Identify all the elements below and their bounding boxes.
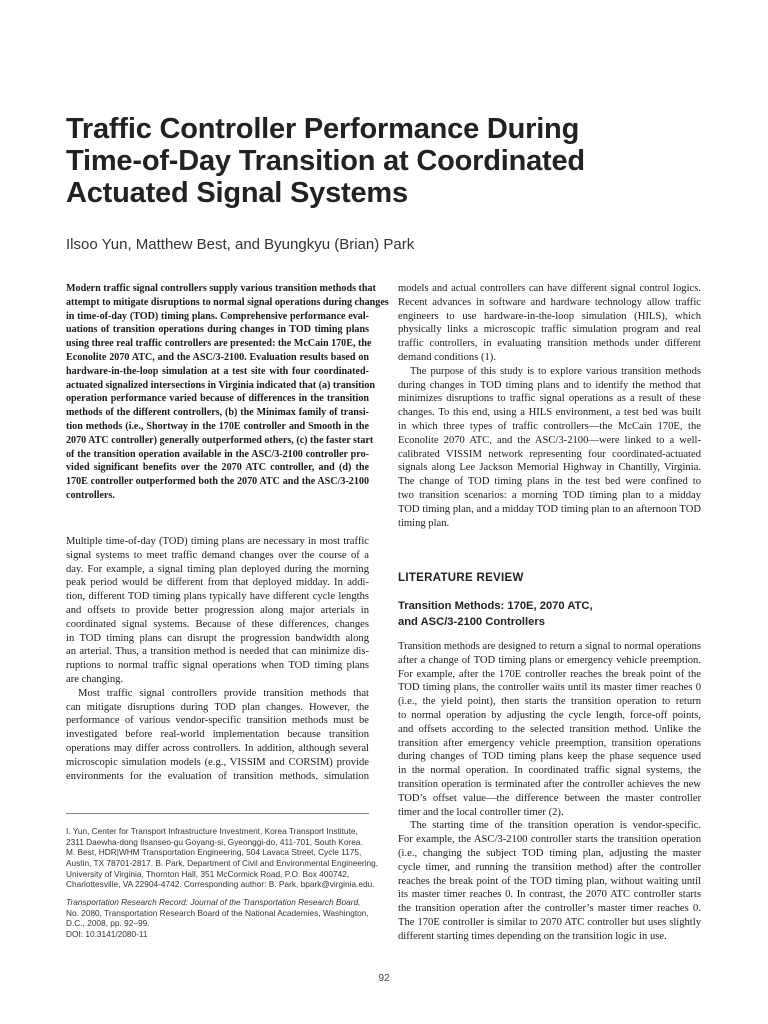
body-line: Multiple time-of-day (TOD) timing plans are necessary in most traffic (66, 536, 369, 547)
citation-line: D.C., 2008, pp. 92–99. (66, 918, 150, 929)
body-line: timing plan. (398, 517, 450, 529)
body-line: For example, after the 170E controller reaches the break point of the (398, 668, 701, 680)
abstract-line: Econolite 2070 ATC, and the ASC/3-2100. Evaluation results based on (66, 351, 369, 363)
body-line: calibrated VISSIM network representing four coordinated-actuated (398, 448, 701, 460)
footnote-line: University of Virginia, Thornton Hall, 351 McCormick Road, P.O. Box 400742, (66, 868, 350, 879)
body-line: different starting times depending on the transition logic in use. (398, 930, 667, 942)
author-list: Ilsoo Yun, Matthew Best, and Byungkyu (Brian) Park (66, 236, 415, 253)
body-line: engineers to use hardware-in-the-loop simulation (HILS), which (398, 310, 701, 322)
body-line: (i.e., the yield point), then starts the transition operation to return (398, 696, 701, 708)
body-line: TOD’s offset value—the difference between the master controller (398, 792, 701, 804)
body-line: The purpose of this study is to explore various transition methods (410, 365, 701, 377)
intro-text (66, 535, 369, 783)
abstract-line: actuated signalized intersections in Virginia indicated that (a) transition (66, 379, 375, 391)
citation-line: Transportation Research Record: Journal of the Transportation Research Board, (66, 897, 361, 907)
body-line: transition operation is terminated after the controller achieves the new (398, 778, 701, 790)
body-line: performance of various vendor-specific transition methods must be (66, 715, 369, 727)
body-line: physically links a microscopic traffic simulation program and real (398, 324, 701, 336)
body-line: in the normal operation. In coordinated traffic signal systems, the (398, 765, 701, 777)
page-number: 92 (378, 973, 390, 984)
body-line: environments for the evaluation of transition methods, simulation (66, 770, 369, 782)
body-line: Recent advances in software and hardware technology allow traffic (398, 296, 701, 308)
intro-continued (398, 282, 701, 530)
body-line: microscopic simulation models (e.g., VISSIM and CORSIM) provide (66, 756, 369, 768)
abstract (66, 282, 389, 503)
body-line: The 170E controller is similar to 2070 ATC controller but uses slightly (398, 916, 701, 928)
body-line: operations may differ across controllers. In addition, although several (66, 742, 369, 754)
body-line: during changes in TOD timing plans and to identify the method that (398, 379, 701, 391)
subsection-heading (398, 598, 593, 630)
body-line: The starting time of the transition operation is vendor-specific. (410, 820, 701, 832)
footnote-line: Charlottesville, VA 22904-4742. Corresponding author: B. Park, bpark@virginia.edu. (66, 879, 375, 890)
title-line: Time-of-Day Transition at Coordinated (66, 145, 585, 177)
abstract-line: 2070 ATC controller) generally outperformed others, (c) the faster start (66, 434, 374, 446)
body-line: cycle timer, and running the transition method) after the controller (398, 861, 701, 873)
footnote-line: Austin, TX 78701-2817. B. Park, Department of Civil and Environmental Engineering, (66, 858, 379, 869)
abstract-line: 170E controller outperformed both the 2070 ATC and the ASC/3-2100 (66, 476, 369, 488)
body-line: signal systems to meet traffic demand changes over the course of a (66, 549, 369, 561)
body-line: TOD timing plan, and a midday TOD timing plan to an afternoon TOD (398, 503, 701, 515)
body-line: The change of TOD timing plans in the test bed were confined to (398, 476, 701, 488)
body-line: peak period would be different from that deployed midday. In addi- (66, 577, 369, 589)
body-line: in which three types of traffic controllers—the McCain 170E, the (398, 420, 701, 432)
footnote-line: M. Best, HDR|WHM Transportation Engineering, 504 Lavaca Street, Cycle 1175, (66, 847, 362, 858)
body-line: after a change of TOD timing plans or emergency vehicle preemption. (398, 654, 701, 666)
paper-title (66, 113, 706, 209)
section-heading: LITERATURE REVIEW (398, 572, 524, 584)
title-line: Actuated Signal Systems (66, 177, 408, 209)
body-line: transition after emergency vehicle preemption, transition operations (398, 737, 701, 749)
body-line: signals along Lee Jackson Memorial Highway in Chantilly, Virginia. (398, 462, 701, 474)
title-line: Traffic Controller Performance During (66, 113, 580, 145)
footnote-divider (66, 813, 369, 814)
body-line: minimizes disruptions to traffic signal operations as a result of these (398, 393, 701, 405)
abstract-line: using three real traffic controllers are presented: the McCain 170E, the (66, 338, 372, 350)
body-line: in TOD timing plans can disrupt the progression bandwidth along (66, 632, 369, 644)
body-line: ruptions to normal traffic signal operations when TOD timing plans (66, 660, 369, 672)
subsection-heading-line: Transition Methods: 170E, 2070 ATC, (398, 600, 593, 612)
body-line: during changes of TOD timing plans keep the phase sequence used (398, 751, 701, 763)
abstract-line: tion methods (i.e., Shortway in the 170E controller and Smooth in the (66, 420, 369, 432)
body-line: Most traffic signal controllers provide transition methods that (78, 687, 369, 699)
body-line: models and actual controllers can have different signal control logics. (398, 283, 701, 294)
citation-line: No. 2080, Transportation Research Board of the National Academies, Washington, (66, 907, 369, 918)
body-line: an arterial. Thus, a transition method is needed that can minimize dis- (66, 646, 369, 658)
body-line: investigated before real-world implementation because transition (66, 729, 369, 741)
footnote-line: I. Yun, Center for Transport Infrastructure Investment, Korea Transport Institute, (66, 826, 358, 836)
body-line: are changing. (66, 673, 124, 685)
abstract-line: hardware-in-the-loop simulation at a test site with four coordinated- (66, 365, 369, 377)
body-line: tion, different TOD timing plans typically have different cycle lengths (66, 591, 369, 603)
body-line: Transition methods are designed to return a signal to normal operations (398, 641, 701, 652)
body-line: TOD timing plans, the controller waits until its master timer reaches 0 (398, 682, 701, 694)
subsection-heading-line: and ASC/3-2100 Controllers (398, 616, 545, 628)
abstract-line: in time-of-day (TOD) timing plans. Comprehensive performance eval- (66, 310, 369, 322)
abstract-line: vided significant benefits over the 2070 ATC controller, and (d) the (66, 462, 369, 474)
abstract-line: operation performance varied because of differences in the transition (66, 393, 369, 405)
abstract-line: Modern traffic signal controllers supply various transition methods that (66, 283, 376, 294)
body-line: the transition operation after the controller’s master timer reaches 0. (398, 903, 701, 915)
body-line: and offsets to provide better progression along major arterials in (66, 604, 369, 616)
body-line: traffic controllers, in evaluating transition methods under different (398, 338, 701, 350)
footnote-line: 2311 Daewha-dong Ilsanseo-gu Goyang-si, Gyeonggi-do, 411-701, South Korea. (66, 836, 363, 847)
body-line: demand conditions (1). (398, 351, 496, 363)
body-line: (i.e., changing the subject TOD timing plan, adjusting the master (398, 847, 701, 859)
abstract-line: methods of the different controllers, (b) the Minimax family of transi- (66, 407, 369, 419)
body-line: reaches the break point of the TOD timing plan, without waiting until (398, 875, 701, 887)
body-line: its master timer reaches 0. In contrast, the 2070 ATC controller starts (398, 889, 701, 901)
abstract-line: of the transition operation available in the ASC/3-2100 controller pro- (66, 448, 369, 460)
body-line: can mitigate disruptions during TOD plan changes. However, the (66, 701, 369, 713)
body-line: timer and the local controller timer (2). (398, 806, 564, 818)
body-line: Econolite 2070 ATC, and the ASC/3-2100—were linked to a well- (398, 434, 701, 446)
doi-line: DOI: 10.3141/2080-11 (66, 929, 148, 940)
literature-text (398, 640, 701, 944)
body-line: coordinated signal systems. Because of these differences, changes (66, 618, 369, 630)
body-line: and offsets according to the selected transition method. Unlike the (398, 723, 701, 735)
abstract-line: attempt to mitigate disruptions to normal signal operations during changes (66, 296, 389, 308)
body-line: changes. To this end, using a HILS environment, a test bed was built (398, 407, 701, 419)
body-line: day. For example, a signal timing plan deployed during the morning (66, 563, 369, 575)
abstract-line: uations of transition operations during changes in TOD timing plans (66, 324, 369, 336)
body-line: two transition scenarios: a morning TOD timing plan to a midday (398, 489, 701, 501)
body-line: For example, the ASC/3-2100 controller starts the transition operation (398, 834, 701, 846)
journal-citation (66, 897, 369, 940)
affiliation-footnote (66, 826, 379, 890)
abstract-line: controllers. (66, 489, 115, 501)
body-line: to normal operation by adjusting the cycle length, force-off points, (398, 709, 701, 721)
